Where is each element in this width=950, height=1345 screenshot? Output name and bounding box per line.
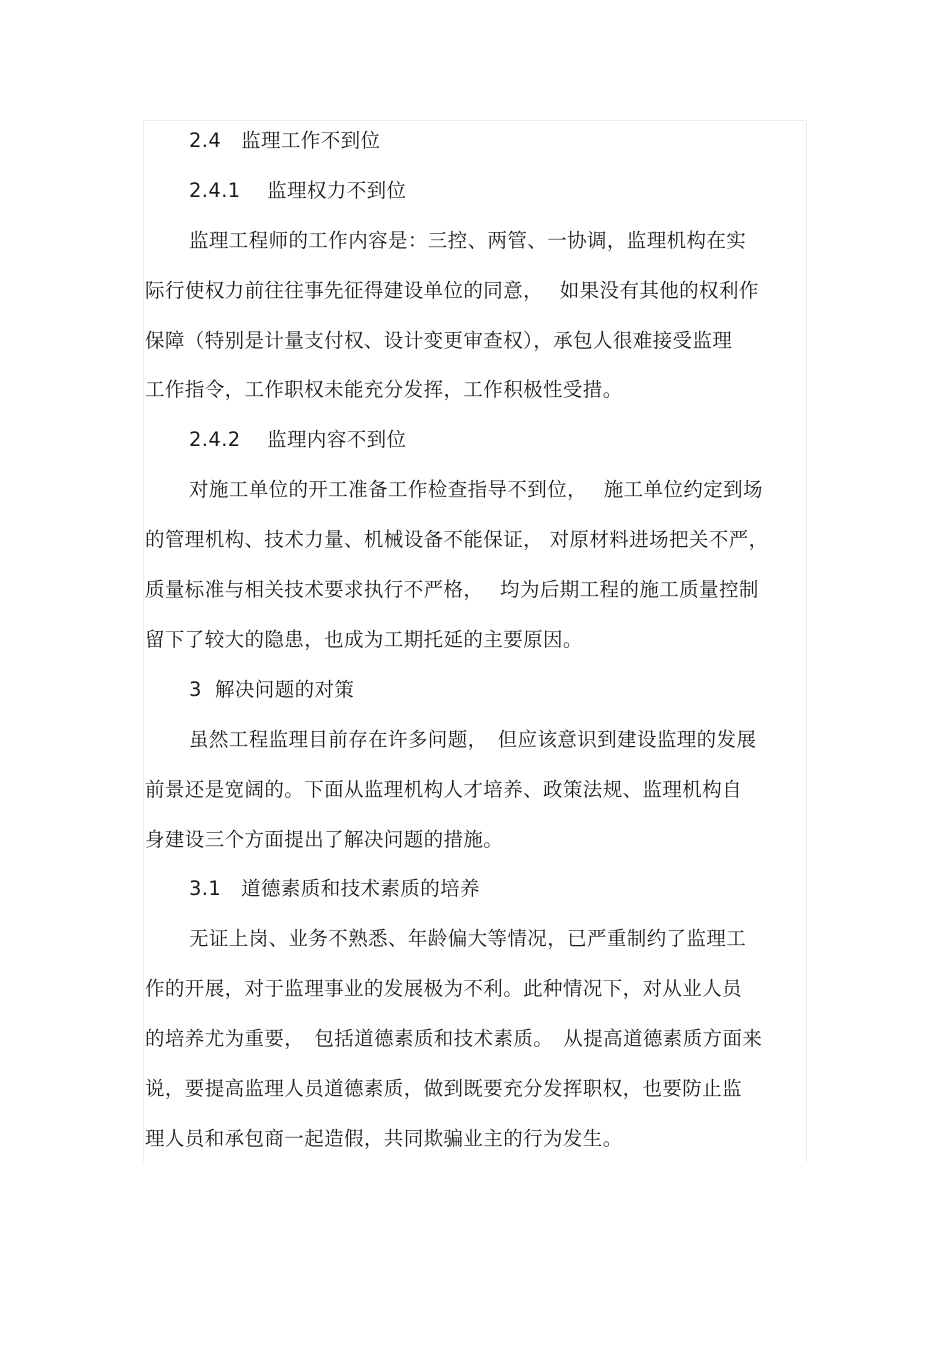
paragraph-line: 说，要提高监理人员道德素质，做到既要充分发挥职权，也要防止监 bbox=[145, 1077, 743, 1100]
subsection-heading-3-1: 3.1 道德素质和技术素质的培养 bbox=[189, 877, 480, 900]
paragraph-line: 作的开展，对于监理事业的发展极为不利。此种情况下，对从业人员 bbox=[145, 977, 743, 1000]
paragraph-line: 的培养尤为重要， 包括道德素质和技术素质。 从提高道德素质方面来 bbox=[145, 1027, 763, 1050]
paragraph-line: 质量标准与相关技术要求执行不严格， 均为后期工程的施工质量控制 bbox=[145, 578, 759, 601]
paragraph-line: 的管理机构、技术力量、机械设备不能保证， 对原材料进场把关不严， bbox=[145, 528, 769, 551]
paragraph-line: 无证上岗、业务不熟悉、年龄偏大等情况，已严重制约了监理工 bbox=[189, 927, 747, 950]
paragraph-line: 虽然工程监理目前存在许多问题， 但应该意识到建设监理的发展 bbox=[189, 728, 757, 751]
paragraph-line: 际行使权力前往往事先征得建设单位的同意， 如果没有其他的权利作 bbox=[145, 279, 759, 302]
paragraph-line: 前景还是宽阔的。下面从监理机构人才培养、政策法规、监理机构自 bbox=[145, 778, 743, 801]
section-heading-3: 3 解决问题的对策 bbox=[189, 678, 355, 701]
paragraph-line: 保障（特别是计量支付权、设计变更审查权），承包人很难接受监理 bbox=[145, 329, 733, 352]
paragraph-line: 理人员和承包商一起造假，共同欺骗业主的行为发生。 bbox=[145, 1127, 623, 1150]
subsection-heading-2-4-1: 2.4.1 监理权力不到位 bbox=[189, 179, 407, 202]
paragraph-line: 留下了较大的隐患，也成为工期托延的主要原因。 bbox=[145, 628, 583, 651]
paragraph-line: 监理工程师的工作内容是：三控、两管、一协调，监理机构在实 bbox=[189, 229, 747, 252]
paragraph-line: 身建设三个方面提出了解决问题的措施。 bbox=[145, 828, 504, 851]
section-heading-2-4: 2.4 监理工作不到位 bbox=[189, 129, 381, 152]
subsection-heading-2-4-2: 2.4.2 监理内容不到位 bbox=[189, 428, 407, 451]
paragraph-line: 工作指令，工作职权未能充分发挥，工作积极性受措。 bbox=[145, 378, 623, 401]
paragraph-line: 对施工单位的开工准备工作检查指导不到位， 施工单位约定到场 bbox=[189, 478, 763, 501]
